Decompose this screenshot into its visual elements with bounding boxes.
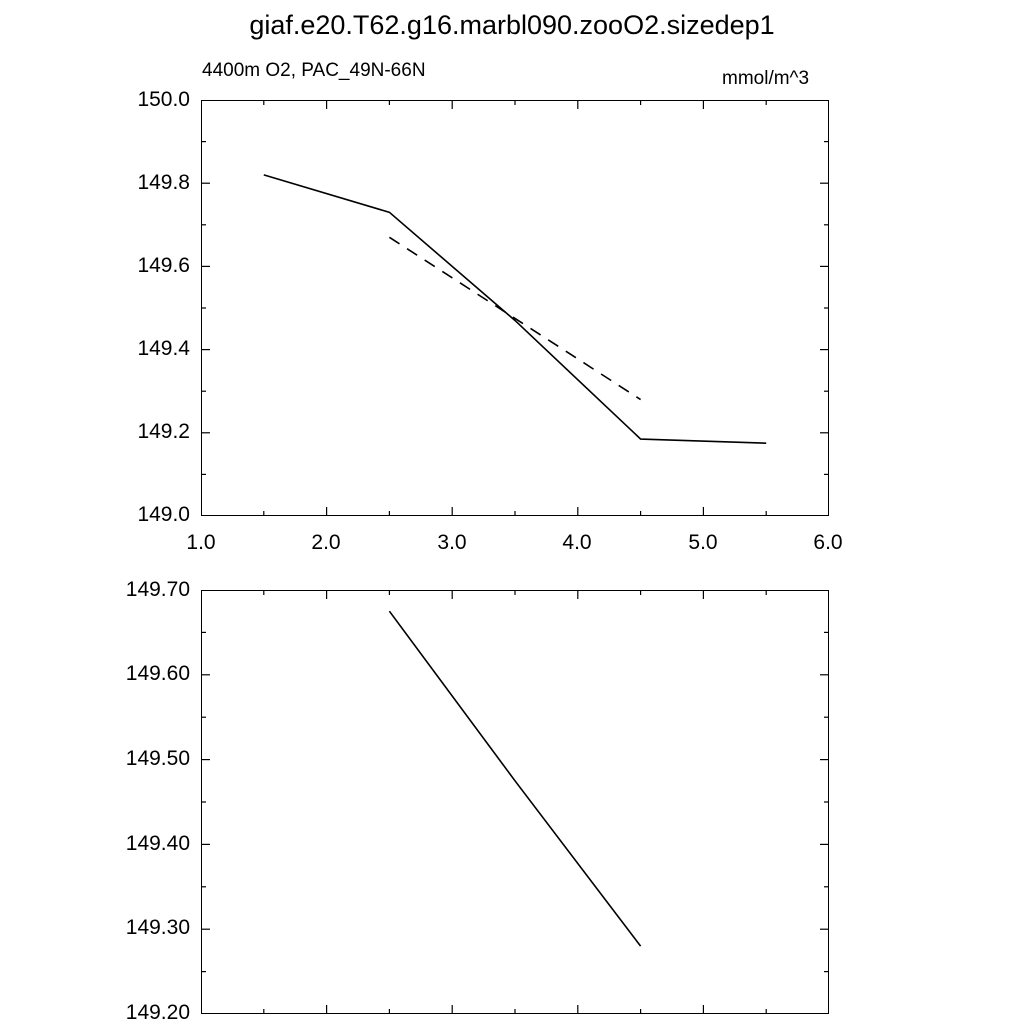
panel1-ytick-2: 149.6 xyxy=(137,254,190,277)
panel2-ytick-5: 149.20 xyxy=(125,1001,190,1024)
panel1-ytick-4: 149.2 xyxy=(137,420,190,443)
panel1-ytick-5: 149.0 xyxy=(137,503,190,526)
panel1-ytick-0: 150.0 xyxy=(137,88,190,111)
panel2-ytick-1: 149.60 xyxy=(125,662,190,685)
page-title: giaf.e20.T62.g16.marbl090.zooO2.sizedep1 xyxy=(249,10,775,40)
panel1-xtick-5: 6.0 xyxy=(813,531,843,554)
panel2-ytick-3: 149.40 xyxy=(125,832,190,855)
panel1-xtick-1: 2.0 xyxy=(311,531,341,554)
panel2-plot-frame xyxy=(201,590,829,1014)
panel1-subtitle-left: 4400m O2, PAC_49N-66N xyxy=(202,60,426,81)
panel1-xtick-0: 1.0 xyxy=(186,531,216,554)
panel2-ytick-2: 149.50 xyxy=(125,747,190,770)
panel1-xtick-4: 5.0 xyxy=(688,531,718,554)
panel1-xtick-2: 3.0 xyxy=(437,531,467,554)
panel1-plot-frame xyxy=(201,100,829,516)
panel1-ytick-1: 149.8 xyxy=(137,171,190,194)
panel1-xtick-3: 4.0 xyxy=(562,531,592,554)
panel1-units-label: mmol/m^3 xyxy=(722,68,810,89)
panel2-ytick-4: 149.30 xyxy=(125,916,190,939)
panel2-ytick-0: 149.70 xyxy=(125,578,190,601)
panel1-ytick-3: 149.4 xyxy=(137,337,190,360)
